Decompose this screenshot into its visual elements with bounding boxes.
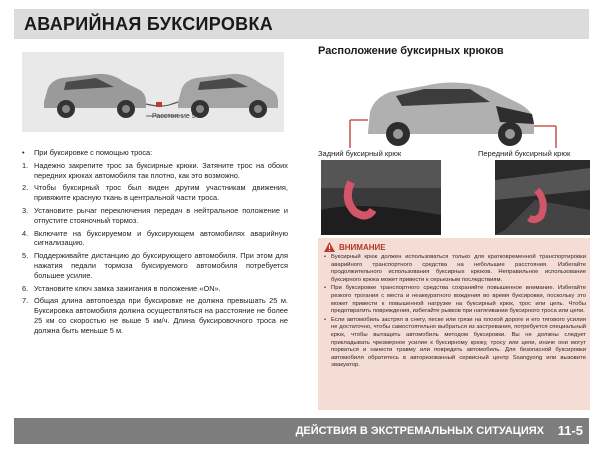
bullet: • <box>324 285 327 292</box>
item-text: Общая длина автопоезда при буксировке не должна превышать 25 м. Буксировка автомобиля должна осуществляться на расстояние не более 25 км со скоростью не выше 5 км/ч. Длина буксировочного троса не должна быть меньше 5 м. <box>34 296 288 335</box>
warning-title: ВНИМАНИЕ <box>339 242 386 252</box>
item-text: Включите на буксируемом и буксирующем автомобилях аварийную сигнализацию. <box>34 228 288 248</box>
rear-hook-label: Задний буксирный крюк <box>318 149 402 158</box>
item-text: Надежно закрепите трос за буксирные крюки. Затяните трос на обоих передних крюках автомобиля так плотно, как это возможно. <box>34 160 288 180</box>
warning-triangle-icon <box>324 242 335 252</box>
item-number: 1. <box>22 160 29 170</box>
warning-item <box>324 254 586 284</box>
warning-item <box>324 317 586 370</box>
list-item <box>22 296 288 335</box>
towing-illustration <box>22 52 284 132</box>
warning-header <box>324 242 386 252</box>
warning-list <box>324 254 586 371</box>
warning-text: Если автомобиль застрял в снегу, песке или грязи на плохой дороге и его тягового усилия не достаточно, чтобы самостоятельно выбраться из застревания, потребуется специальный крюк, чтобы вытащить автомобиль методом буксировки. Вы не должны следует прикладывать чрезмерное усилие к буксирному крюку, тросу или цепи, иначе они могут порваться и нанести травму или повредить автомобиль. Для безопасной буксировки автомобиля обратитесь в авторизованный сервисный центр Ssangyong или вызовите эвакуатор. <box>331 316 586 369</box>
red-cloth-marker <box>156 102 162 107</box>
hooks-section-title: Расположение буксирных крюков <box>318 45 504 57</box>
warning-text: Буксирный крюк должен использоваться только для кратковременной транспортировки аварийного транспортного средства на небольшие расстояния. Избегайте продолжительного использования буксирных крюков. Неправильное использование буксирного крюка может привести к серьезным последствиям. <box>331 254 586 283</box>
footer-bar <box>14 418 589 444</box>
item-text: Установите ключ замка зажигания в положение «ON». <box>34 283 221 293</box>
intro-text: При буксировке с помощью троса: <box>34 148 153 157</box>
page-number: 11-5 <box>557 423 583 438</box>
bullet: • <box>324 316 327 323</box>
footer-section-title: ДЕЙСТВИЯ В ЭКСТРЕМАЛЬНЫХ СИТУАЦИЯХ <box>295 425 544 437</box>
title-bar <box>14 9 589 39</box>
item-number: 4. <box>22 228 29 238</box>
item-number: 6. <box>22 283 29 293</box>
warning-box <box>318 238 590 410</box>
item-number: 5. <box>22 251 29 261</box>
rear-hook-photo <box>321 160 441 235</box>
item-number: 7. <box>22 296 29 306</box>
instructions-list <box>22 148 288 339</box>
towed-car-icon <box>178 74 278 118</box>
towing-car-icon <box>44 74 146 118</box>
item-number: 3. <box>22 205 29 215</box>
front-hook-label: Передний буксирный крюк <box>478 149 571 158</box>
list-item <box>22 206 288 226</box>
bullet: • <box>324 254 327 260</box>
page-title: АВАРИЙНАЯ БУКСИРОВКА <box>24 14 274 34</box>
item-text: Чтобы буксирный трос был виден другим участникам движения, привяжите красную ткань в центральной части троса. <box>34 183 288 203</box>
front-hook-photo <box>495 160 590 235</box>
item-text: Поддерживайте дистанцию до буксирующего автомобиля. При этом для нажатия педали тормоза буксируемого автомобиля потребуется большее усилие. <box>34 251 288 280</box>
suv-icon <box>368 82 534 146</box>
list-item-intro <box>22 148 288 158</box>
towing-cars-image <box>22 52 284 132</box>
list-item <box>22 251 288 280</box>
warning-item <box>324 285 586 315</box>
list-item <box>22 183 288 203</box>
car-hooks-image <box>320 62 588 152</box>
list-item <box>22 229 288 249</box>
item-number: 2. <box>22 183 29 193</box>
distance-label: Расстояние 5 м <box>152 113 203 120</box>
warning-text: При буксировке транспортного средства сохраняйте повышенное внимание. Избегайте резкого трогания с места и неаккуратного вождения во время буксировки, поскольку это может привести к повышенной нагрузке на буксирный крюк, трос или цепь. Чтобы предотвратить повреждения, избегайте рывков при натягивании буксирного троса или цепи. <box>331 285 586 315</box>
list-item <box>22 161 288 181</box>
list-item <box>22 284 288 294</box>
item-text: Установите рычаг переключения передач в нейтральное положение и отпустите стояночный тормоз. <box>34 205 288 225</box>
bullet: • <box>22 148 25 157</box>
